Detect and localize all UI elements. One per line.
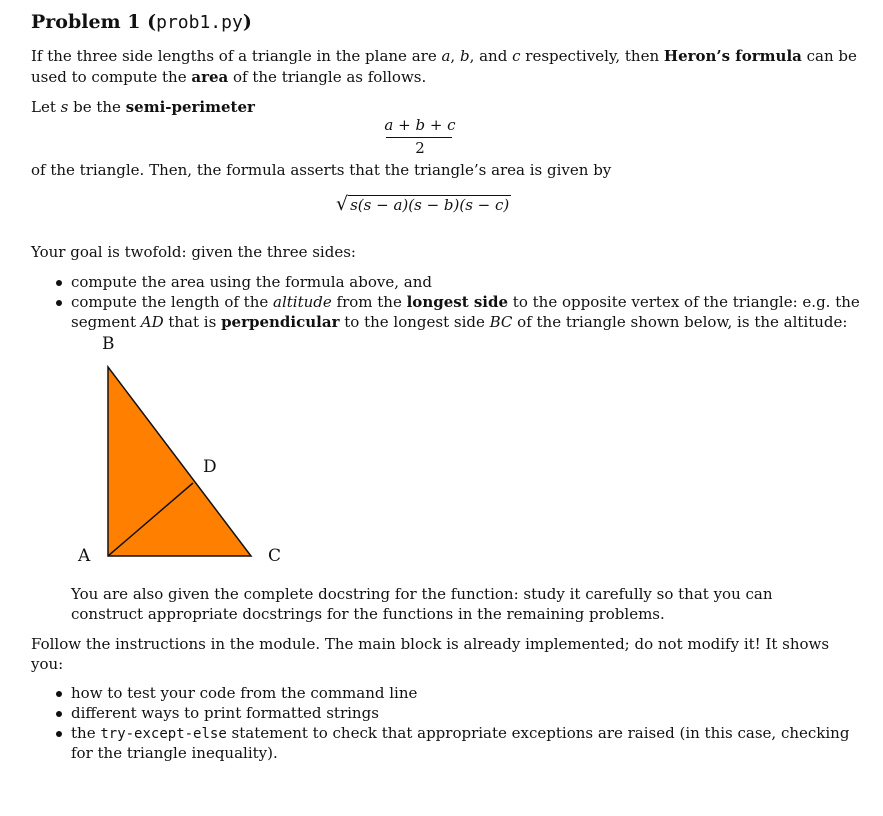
side-BC: BC — [489, 313, 513, 331]
follow-line-2: you: — [31, 655, 64, 673]
triangle-shape — [108, 367, 251, 556]
shows-bullet-1: how to test your code from the command line — [71, 684, 418, 702]
semi-perimeter-line: Let s be the semi-perimeter — [31, 98, 255, 116]
goal-bullet-2-line-1: compute the length of the altitude from the longest side to the opposite vertex of the triangle: e.g. the — [71, 293, 860, 311]
goal-bullet-1: compute the area using the formula above, and — [71, 273, 432, 291]
shows-bullet-2: different ways to print formatted strings — [71, 704, 379, 722]
title-filename: prob1.py — [156, 12, 243, 33]
vertex-label-b: B — [102, 334, 115, 354]
docstring-line-1: You are also given the complete docstring for the function: study it carefully so that you can — [71, 585, 773, 603]
follow-line-1: Follow the instructions in the module. The main block is already implemented; do not modify it! It shows — [31, 635, 830, 653]
longest-side-term: longest side — [406, 293, 509, 311]
vertex-label-c: C — [268, 546, 282, 566]
try-except-else-code: try-except-else — [100, 726, 227, 742]
shows-bullet-3-line-1: the try-except-else statement to check that appropriate exceptions are raised (in this case, checking — [71, 724, 850, 742]
goal-bullet-2-line-2: segment AD that is perpendicular to the longest side BC of the triangle shown below, is the altitude: — [71, 313, 848, 331]
var-c: c — [512, 47, 521, 65]
area-term: area — [191, 68, 229, 86]
docstring-line-2: construct appropriate docstrings for the functions in the remaining problems. — [71, 605, 665, 623]
herons-formula-term: Heron’s formula — [663, 47, 802, 65]
title-close: ) — [242, 11, 252, 33]
bullet-dot — [56, 731, 62, 737]
fraction-numerator: a + b + c — [384, 116, 456, 134]
shows-bullet-3-line-2: for the triangle inequality). — [71, 744, 278, 762]
segment-AD: AD — [140, 313, 164, 331]
vertex-label-d: D — [203, 457, 217, 477]
semi-perimeter-term: semi-perimeter — [125, 98, 255, 116]
intro-line-1: If the three side lengths of a triangle in the plane are a, b, and c respectively, then Heron’s formula can be — [31, 47, 857, 65]
perpendicular-term: perpendicular — [221, 313, 340, 331]
intro-line-2: used to compute the area of the triangle as follows. — [31, 68, 427, 86]
var-s: s — [60, 98, 69, 116]
vertex-label-a: A — [78, 546, 91, 566]
var-a: a — [441, 47, 451, 65]
goal-text: Your goal is twofold: given the three sides: — [31, 243, 356, 261]
bullet-dot — [56, 711, 62, 717]
formula-expression: s(s − a)(s − b)(s − c) — [350, 196, 510, 214]
var-b: b — [459, 47, 470, 65]
sqrt-symbol: √ — [336, 193, 349, 215]
fraction-denominator: 2 — [415, 139, 425, 157]
title-main: Problem 1 ( — [31, 11, 157, 33]
altitude-term: altitude — [273, 293, 332, 311]
bullet-dot — [56, 691, 62, 697]
formula-intro: of the triangle. Then, the formula asserts that the triangle’s area is given by — [31, 161, 612, 179]
